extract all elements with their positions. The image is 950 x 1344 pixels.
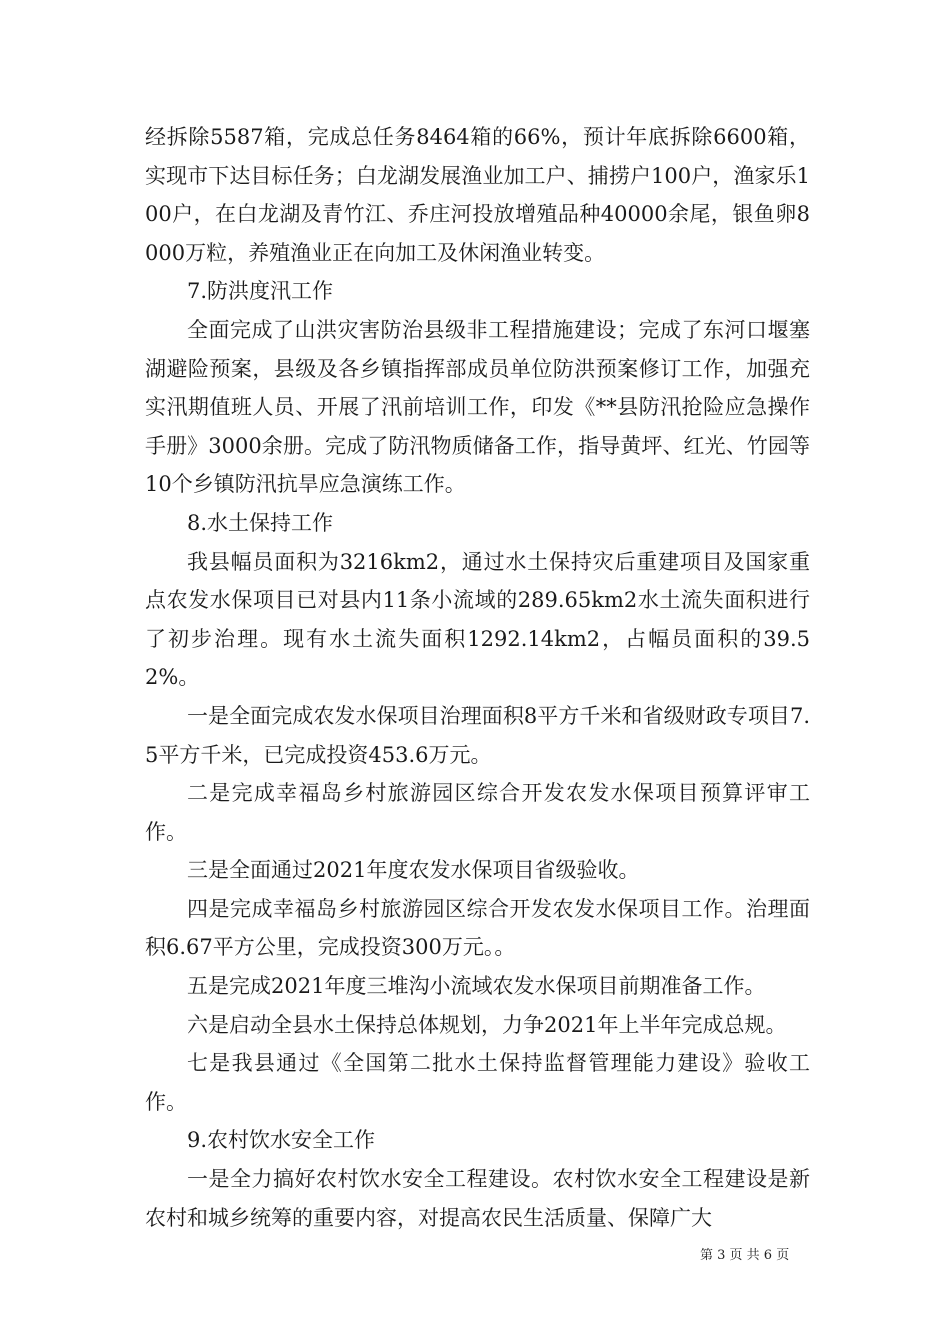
paragraph-item-five: 五是完成2021年度三堆沟小流域农发水保项目前期准备工作。 [187,974,766,999]
paragraph-item-six: 六是启动全县水土保持总体规划，力争2021年上半年完成总规。 [187,1012,787,1037]
page-number-footer: 第 3 页 共 6 页 [700,1248,790,1263]
paragraph-continuation: 经拆除5587箱，完成总任务8464箱的66%，预计年底拆除6600箱，实现市下达目标任务；白龙湖发展渔业加工户、捕捞户100户，渔家乐100户，在白龙湖及青竹江、乔庄河投放增殖品种40000余尾，银鱼卵8000万粒，养殖渔业正在向加工及休闲渔业转变。 [145,125,810,265]
paragraph-item-three: 三是全面通过2021年度农发水保项目省级验收。 [187,858,640,883]
paragraph-item-four: 四是完成幸福岛乡村旅游园区综合开发农发水保项目工作。治理面积6.67平方公里，完成投资300万元。。 [145,896,810,960]
document-body [145,118,810,1237]
paragraph-item-two: 二是完成幸福岛乡村旅游园区综合开发农发水保项目预算评审工作。 [145,781,810,844]
paragraph-soil-conservation-overview: 我县幅员面积为3216km2，通过水土保持灾后重建项目及国家重点农发水保项目已对县内11条小流域的289.65km2水土流失面积进行了初步治理。现有水土流失面积1292.14km2，占幅员面积的39.52%。 [145,549,810,690]
section-heading-flood-control: 7.防洪度汛工作 [187,279,334,304]
paragraph-rural-drinking-water: 一是全力搞好农村饮水安全工程建设。农村饮水安全工程建设是新农村和城乡统筹的重要内容，对提高农民生活质量、保障广大 [145,1167,810,1230]
paragraph-flood-control: 全面完成了山洪灾害防治县级非工程措施建设；完成了东河口堰塞湖避险预案，县级及各乡镇指挥部成员单位防洪预案修订工作，加强充实汛期值班人员、开展了汛前培训工作，印发《**县防汛抢险应急操作手册》3000余册。完成了防汛物质储备工作，指导黄坪、红光、竹园等10个乡镇防汛抗旱应急演练工作。 [145,317,810,497]
section-heading-rural-drinking-water: 9.农村饮水安全工作 [187,1128,376,1153]
paragraph-item-seven: 七是我县通过《全国第二批水土保持监督管理能力建设》验收工作。 [145,1051,810,1114]
section-heading-soil-conservation: 8.水土保持工作 [187,510,334,535]
paragraph-item-one: 一是全面完成农发水保项目治理面积8平方千米和省级财政专项目7.5平方千米，已完成投资453.6万元。 [145,703,810,767]
